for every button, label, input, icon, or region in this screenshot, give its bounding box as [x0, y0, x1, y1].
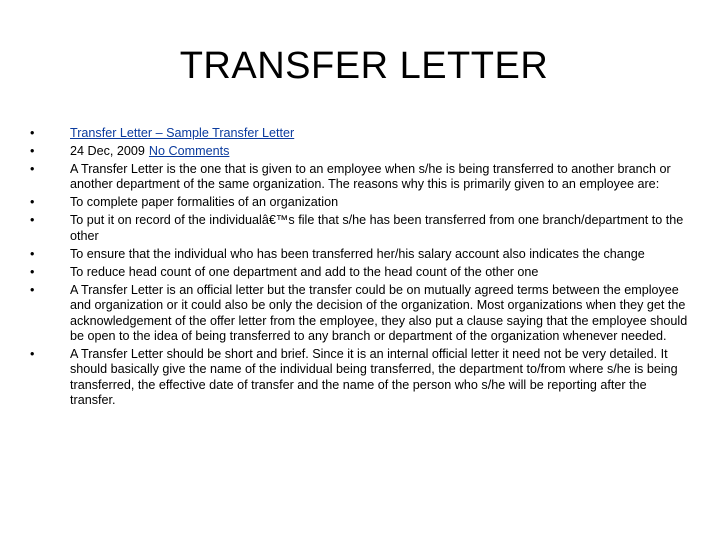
list-item-text: A Transfer Letter is the one that is given to an employee when s/he is being transferred to another branch or another department of the same organization. The reasons why this is primarily given to an employee are:: [70, 162, 671, 192]
list-item: [30, 213, 690, 244]
bullet-icon: •: [30, 246, 35, 261]
list-item-text: A Transfer Letter should be short and brief. Since it is an internal official letter it need not be very detailed. It should basically give the name of the individual being transferred, the department to/from where s/he is being transferred, the effective date of transfer and the name of the person who s/he will be reporting after the transfer.: [70, 347, 678, 408]
list-item: [30, 162, 690, 193]
bullet-icon: •: [30, 144, 35, 158]
bullet-icon: •: [30, 213, 35, 228]
bullet-icon: •: [30, 162, 35, 176]
list-item: [30, 265, 690, 280]
bullet-icon: •: [30, 195, 35, 210]
list-item-text: A Transfer Letter is an official letter but the transfer could be on mutually agreed terms between the employee and organization or it could also be only the decision of the organization. Most organizations when they get the acknowledgement of the offer letter from the employee, they also put a clause saying that the employee should be open to the idea of being transferred to any branch or department of the organization whenever needed.: [70, 282, 688, 344]
bullet-icon: •: [30, 282, 35, 297]
list-item: [30, 283, 690, 345]
list-item-text: To reduce head count of one department and add to the head count of the other one: [70, 264, 539, 279]
no-comments-link[interactable]: No Comments: [148, 144, 230, 158]
list-item: [30, 144, 690, 159]
list-item: [30, 126, 690, 141]
bullet-icon: •: [30, 264, 35, 279]
list-item: [30, 347, 690, 409]
list-item: [30, 195, 690, 210]
bullet-icon: •: [30, 347, 35, 362]
list-item-text: To ensure that the individual who has been transferred her/his salary account also indicates the change: [70, 246, 645, 261]
bullet-icon: •: [30, 126, 35, 140]
transfer-letter-link[interactable]: Transfer Letter – Sample Transfer Letter: [70, 126, 295, 140]
post-date: 24 Dec, 2009: [70, 144, 145, 158]
list-item-text: To complete paper formalities of an organization: [70, 195, 339, 210]
slide-title: TRANSFER LETTER: [179, 45, 549, 87]
list-item-text: To put it on record of the individualâ€™s file that s/he has been transferred from one branch/department to the other: [70, 213, 684, 243]
bullet-list: [30, 126, 690, 411]
list-item: [30, 247, 690, 262]
